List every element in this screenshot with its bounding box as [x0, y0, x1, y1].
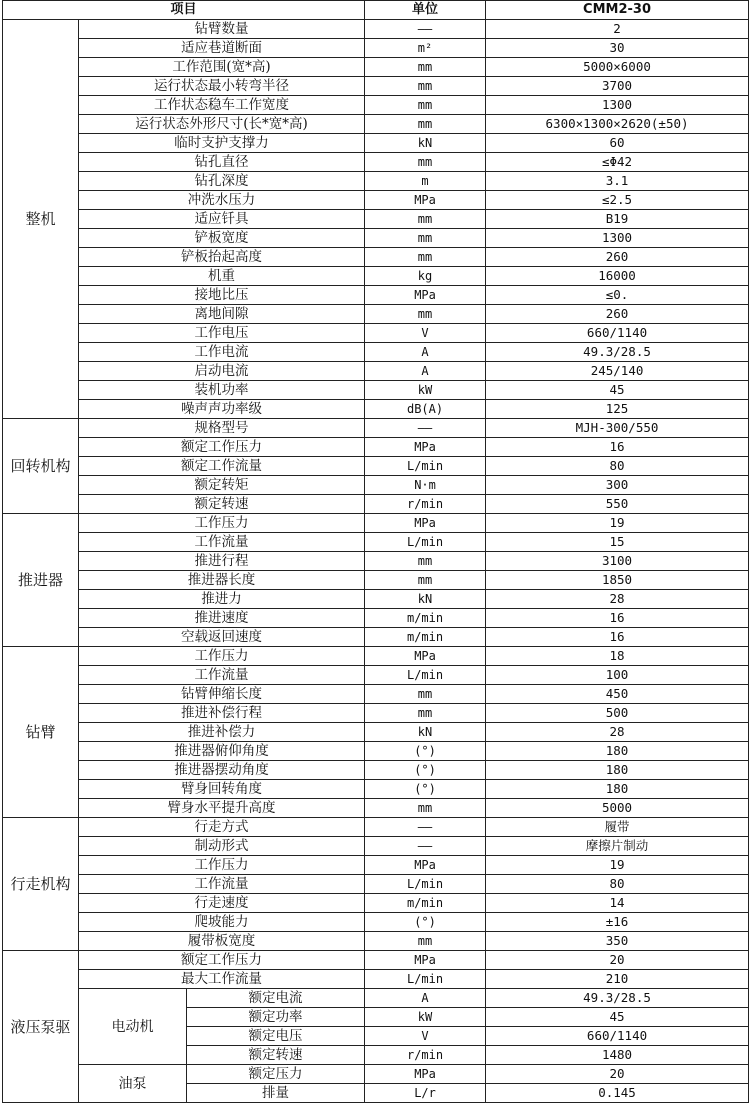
param-name: 启动电流 [79, 362, 365, 381]
spec-table [2, 0, 749, 1103]
param-name: 额定工作流量 [79, 457, 365, 476]
param-value: 5000 [486, 799, 749, 818]
table-row [3, 457, 749, 476]
param-value: 16 [486, 438, 749, 457]
param-unit: L/min [365, 457, 486, 476]
param-name: 推进力 [79, 590, 365, 609]
table-row [3, 134, 749, 153]
table-row [3, 780, 749, 799]
table-row [3, 362, 749, 381]
table-row [3, 552, 749, 571]
param-name: 工作范围(宽*高) [79, 58, 365, 77]
param-unit: (°) [365, 913, 486, 932]
param-value: 49.3/28.5 [486, 343, 749, 362]
param-value: 450 [486, 685, 749, 704]
param-value: 45 [486, 381, 749, 400]
param-name: 额定工作压力 [79, 951, 365, 970]
param-value: 245/140 [486, 362, 749, 381]
param-value: 45 [486, 1008, 749, 1027]
param-name: 推进速度 [79, 609, 365, 628]
param-name: 工作流量 [79, 533, 365, 552]
table-row [3, 704, 749, 723]
table-row [3, 476, 749, 495]
table-row [3, 533, 749, 552]
param-unit: MPa [365, 856, 486, 875]
param-unit: —— [365, 20, 486, 39]
param-value: 14 [486, 894, 749, 913]
table-row [3, 894, 749, 913]
param-unit: —— [365, 818, 486, 837]
param-name: 履带板宽度 [79, 932, 365, 951]
param-name: 排量 [187, 1084, 365, 1103]
param-unit: V [365, 324, 486, 343]
param-name: 额定功率 [187, 1008, 365, 1027]
param-value: 550 [486, 495, 749, 514]
param-value: 60 [486, 134, 749, 153]
table-row [3, 951, 749, 970]
param-unit: mm [365, 229, 486, 248]
param-name: 行走方式 [79, 818, 365, 837]
param-name: 工作压力 [79, 856, 365, 875]
param-unit: A [365, 362, 486, 381]
param-value: 20 [486, 1065, 749, 1084]
table-row [3, 590, 749, 609]
param-value: 260 [486, 248, 749, 267]
param-value: 350 [486, 932, 749, 951]
param-name: 钻孔深度 [79, 172, 365, 191]
param-name: 钻臂数量 [79, 20, 365, 39]
param-unit: MPa [365, 951, 486, 970]
param-value: ≤0. [486, 286, 749, 305]
table-row [3, 970, 749, 989]
header-item: 项目 [3, 1, 365, 20]
param-name: 臂身水平提升高度 [79, 799, 365, 818]
table-row [3, 20, 749, 39]
param-unit: mm [365, 932, 486, 951]
param-unit: mm [365, 210, 486, 229]
param-value: 19 [486, 856, 749, 875]
param-value: 15 [486, 533, 749, 552]
table-row [3, 58, 749, 77]
param-unit: L/min [365, 533, 486, 552]
param-unit: kN [365, 134, 486, 153]
table-row [3, 628, 749, 647]
param-unit: kg [365, 267, 486, 286]
header-model: CMM2-30 [486, 1, 749, 20]
param-unit: L/min [365, 970, 486, 989]
param-value: 3100 [486, 552, 749, 571]
param-name: 工作流量 [79, 875, 365, 894]
param-value: 28 [486, 590, 749, 609]
param-name: 推进器俯仰角度 [79, 742, 365, 761]
param-name: 离地间隙 [79, 305, 365, 324]
param-unit: (°) [365, 742, 486, 761]
param-name: 推进器摆动角度 [79, 761, 365, 780]
group-label: 推进器 [3, 514, 79, 647]
table-row [3, 115, 749, 134]
param-name: 铲板宽度 [79, 229, 365, 248]
param-name: 运行状态最小转弯半径 [79, 77, 365, 96]
table-row [3, 343, 749, 362]
param-name: 铲板抬起高度 [79, 248, 365, 267]
param-name: 额定转速 [79, 495, 365, 514]
param-value: 180 [486, 780, 749, 799]
param-unit: mm [365, 704, 486, 723]
param-name: 最大工作流量 [79, 970, 365, 989]
table-row [3, 248, 749, 267]
param-unit: mm [365, 799, 486, 818]
param-unit: m/min [365, 894, 486, 913]
param-value: 260 [486, 305, 749, 324]
table-row [3, 989, 749, 1008]
param-unit: A [365, 343, 486, 362]
param-name: 额定压力 [187, 1065, 365, 1084]
table-row [3, 495, 749, 514]
param-unit: L/min [365, 666, 486, 685]
param-name: 额定电压 [187, 1027, 365, 1046]
param-name: 装机功率 [79, 381, 365, 400]
table-row [3, 875, 749, 894]
param-value: 210 [486, 970, 749, 989]
param-unit: (°) [365, 761, 486, 780]
param-unit: dB(A) [365, 400, 486, 419]
param-unit: mm [365, 305, 486, 324]
param-unit: L/r [365, 1084, 486, 1103]
param-unit: A [365, 989, 486, 1008]
param-unit: MPa [365, 1065, 486, 1084]
param-unit: V [365, 1027, 486, 1046]
table-row [3, 400, 749, 419]
param-name: 钻孔直径 [79, 153, 365, 172]
table-row [3, 571, 749, 590]
param-value: 80 [486, 457, 749, 476]
param-value: 125 [486, 400, 749, 419]
param-unit: mm [365, 552, 486, 571]
table-row [3, 799, 749, 818]
table-row [3, 742, 749, 761]
param-value: 16 [486, 609, 749, 628]
param-value: 180 [486, 761, 749, 780]
param-value: 49.3/28.5 [486, 989, 749, 1008]
param-value: B19 [486, 210, 749, 229]
param-value: 摩擦片制动 [486, 837, 749, 856]
param-value: 1300 [486, 229, 749, 248]
param-name: 额定转速 [187, 1046, 365, 1065]
table-row [3, 153, 749, 172]
param-name: 接地比压 [79, 286, 365, 305]
param-unit: m/min [365, 609, 486, 628]
group-label: 液压泵驱 [3, 951, 79, 1103]
param-value: 18 [486, 647, 749, 666]
param-name: 额定电流 [187, 989, 365, 1008]
param-unit: (°) [365, 780, 486, 799]
param-name: 工作流量 [79, 666, 365, 685]
group-label: 行走机构 [3, 818, 79, 951]
table-row [3, 96, 749, 115]
param-name: 工作状态稳车工作宽度 [79, 96, 365, 115]
param-value: ≤2.5 [486, 191, 749, 210]
group-label: 整机 [3, 20, 79, 419]
table-row [3, 647, 749, 666]
param-name: 适应钎具 [79, 210, 365, 229]
param-value: 660/1140 [486, 1027, 749, 1046]
param-unit: N·m [365, 476, 486, 495]
table-row [3, 666, 749, 685]
param-unit: mm [365, 571, 486, 590]
table-row [3, 172, 749, 191]
param-unit: MPa [365, 647, 486, 666]
table-row [3, 856, 749, 875]
param-unit: kW [365, 381, 486, 400]
param-unit: mm [365, 115, 486, 134]
param-name: 适应巷道断面 [79, 39, 365, 58]
param-value: 1480 [486, 1046, 749, 1065]
param-unit: kW [365, 1008, 486, 1027]
subgroup-label: 电动机 [79, 989, 187, 1065]
header-row [3, 1, 749, 20]
param-value: 3700 [486, 77, 749, 96]
param-value: 2 [486, 20, 749, 39]
param-name: 钻臂伸缩长度 [79, 685, 365, 704]
param-unit: —— [365, 837, 486, 856]
param-name: 爬坡能力 [79, 913, 365, 932]
param-unit: r/min [365, 495, 486, 514]
param-value: 19 [486, 514, 749, 533]
table-row [3, 191, 749, 210]
group-label: 回转机构 [3, 419, 79, 514]
param-value: 0.145 [486, 1084, 749, 1103]
param-unit: —— [365, 419, 486, 438]
param-name: 行走速度 [79, 894, 365, 913]
table-row [3, 267, 749, 286]
param-value: 30 [486, 39, 749, 58]
param-name: 冲洗水压力 [79, 191, 365, 210]
param-name: 制动形式 [79, 837, 365, 856]
param-unit: mm [365, 96, 486, 115]
param-value: 5000×6000 [486, 58, 749, 77]
param-unit: mm [365, 77, 486, 96]
param-value: 履带 [486, 818, 749, 837]
param-unit: r/min [365, 1046, 486, 1065]
table-row [3, 286, 749, 305]
param-value: 100 [486, 666, 749, 685]
table-row [3, 324, 749, 343]
param-name: 额定工作压力 [79, 438, 365, 457]
param-name: 运行状态外形尺寸(长*宽*高) [79, 115, 365, 134]
param-value: 500 [486, 704, 749, 723]
table-row [3, 723, 749, 742]
param-value: 3.1 [486, 172, 749, 191]
table-row [3, 761, 749, 780]
param-unit: mm [365, 685, 486, 704]
param-value: 1850 [486, 571, 749, 590]
param-name: 推进补偿行程 [79, 704, 365, 723]
param-unit: L/min [365, 875, 486, 894]
param-value: 6300×1300×2620(±50) [486, 115, 749, 134]
table-row [3, 381, 749, 400]
param-name: 工作压力 [79, 514, 365, 533]
param-value: 28 [486, 723, 749, 742]
param-name: 噪声声功率级 [79, 400, 365, 419]
table-row [3, 932, 749, 951]
param-unit: mm [365, 58, 486, 77]
param-value: 660/1140 [486, 324, 749, 343]
param-name: 临时支护支撑力 [79, 134, 365, 153]
table-row [3, 39, 749, 58]
param-unit: m [365, 172, 486, 191]
table-row [3, 514, 749, 533]
group-label: 钻臂 [3, 647, 79, 818]
table-row [3, 818, 749, 837]
spec-body [3, 20, 749, 1103]
param-value: 20 [486, 951, 749, 970]
param-value: 16000 [486, 267, 749, 286]
table-row [3, 438, 749, 457]
param-name: 空载返回速度 [79, 628, 365, 647]
param-value: 300 [486, 476, 749, 495]
param-value: MJH-300/550 [486, 419, 749, 438]
param-unit: MPa [365, 191, 486, 210]
param-name: 规格型号 [79, 419, 365, 438]
param-value: 80 [486, 875, 749, 894]
param-value: 180 [486, 742, 749, 761]
table-row [3, 913, 749, 932]
table-row [3, 77, 749, 96]
table-row [3, 609, 749, 628]
param-name: 工作电压 [79, 324, 365, 343]
param-unit: mm [365, 153, 486, 172]
param-unit: m² [365, 39, 486, 58]
param-unit: kN [365, 590, 486, 609]
table-row [3, 685, 749, 704]
param-unit: m/min [365, 628, 486, 647]
param-unit: MPa [365, 286, 486, 305]
header-unit: 单位 [365, 1, 486, 20]
param-value: ≤Φ42 [486, 153, 749, 172]
table-row [3, 229, 749, 248]
table-row [3, 305, 749, 324]
subgroup-label: 油泵 [79, 1065, 187, 1103]
param-name: 臂身回转角度 [79, 780, 365, 799]
param-unit: MPa [365, 438, 486, 457]
table-row [3, 419, 749, 438]
param-value: ±16 [486, 913, 749, 932]
param-name: 工作压力 [79, 647, 365, 666]
param-name: 推进器长度 [79, 571, 365, 590]
param-value: 1300 [486, 96, 749, 115]
param-name: 工作电流 [79, 343, 365, 362]
param-name: 推进补偿力 [79, 723, 365, 742]
param-unit: mm [365, 248, 486, 267]
table-row [3, 1065, 749, 1084]
param-value: 16 [486, 628, 749, 647]
param-unit: kN [365, 723, 486, 742]
param-name: 推进行程 [79, 552, 365, 571]
param-unit: MPa [365, 514, 486, 533]
table-row [3, 210, 749, 229]
table-row [3, 837, 749, 856]
param-name: 机重 [79, 267, 365, 286]
param-name: 额定转矩 [79, 476, 365, 495]
